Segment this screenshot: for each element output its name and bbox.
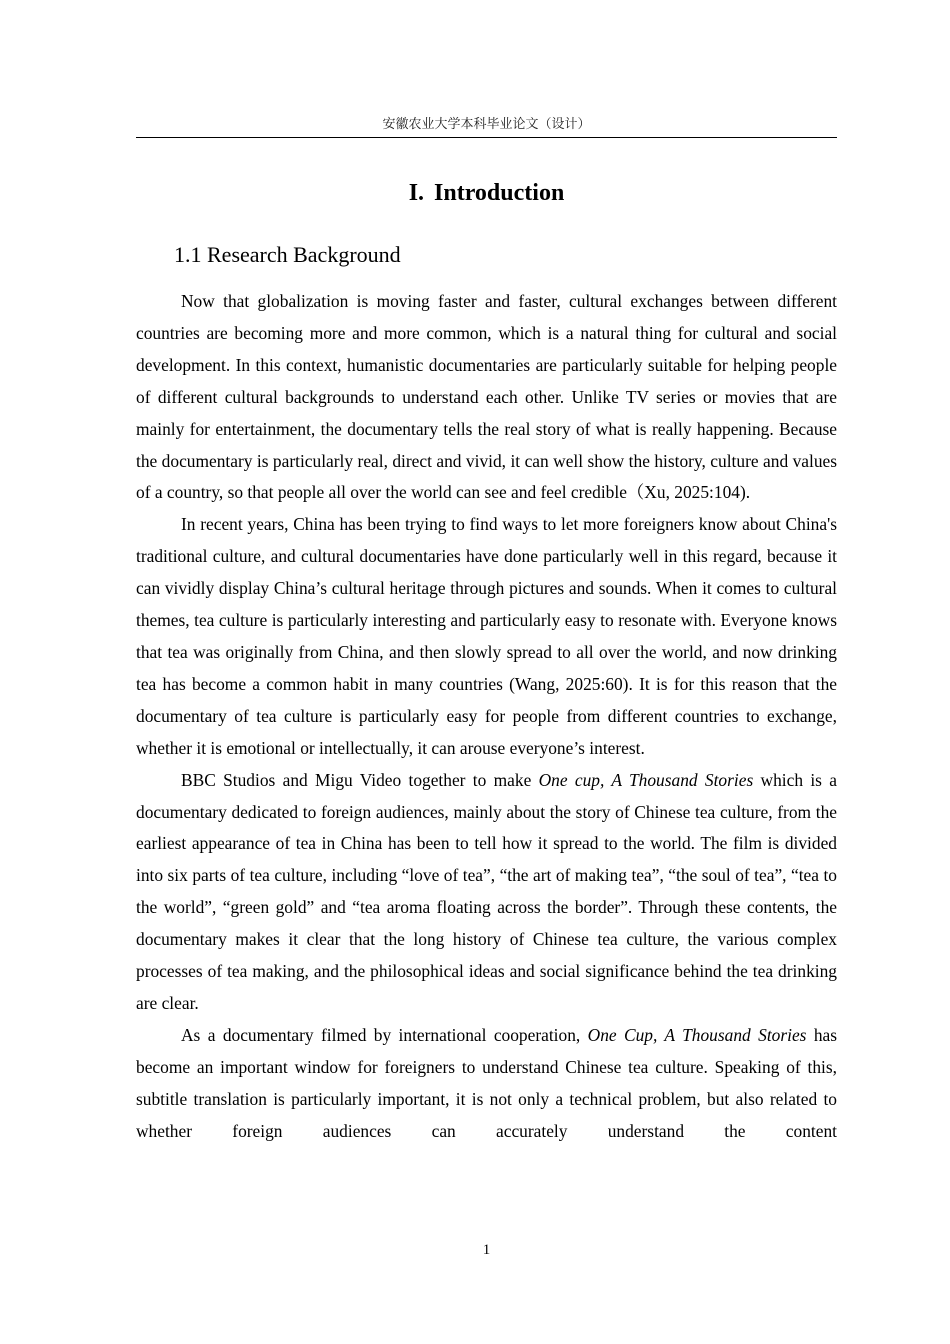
chapter-number: I. [408,180,425,206]
paragraph [136,1020,837,1148]
paragraph [136,509,837,764]
paragraph-text: As a documentary filmed by international cooperation, [181,1024,588,1045]
section-title: 1.1 Research Background [174,242,401,267]
header-rule [136,137,837,138]
page-number: 1 [482,1242,491,1258]
chapter-title [136,176,837,210]
paragraph [136,765,837,1020]
documentary-title: One cup, A Thousand Stories [538,769,754,790]
paragraph-text: Now that globalization is moving faster and faster, cultural exchanges between different countries are becoming more and more common, which is a natural thing for cultural and social development. In this context, humanistic documentaries are particularly suitable for helping people of different cultural backgrounds to understand each other. Unlike TV series or movies that are mainly for entertainment, the documentary tells the real story of what is really happening. Because the documentary is particularly real, direct and vivid, it can well show the history, culture and values of a country, so that people all over the world can see and feel credible（Xu, 2025:104). [136,291,837,503]
paragraph-text: which is a documentary dedicated to foreign audiences, mainly about the story of Chinese tea culture, from the earliest appearance of tea in China has been to tell how it spread to the world. The film is divided into six parts of tea culture, including “love of tea”, “the art of making tea”, “the soul of tea”, “tea to the world”, “green gold” and “tea aroma floating across the border”. Through these contents, the documentary makes it clear that the long history of Chinese tea culture, the various complex processes of tea making, and the philosophical ideas and social significance behind the tea drinking are clear. [136,769,837,1013]
paragraph-text: In recent years, China has been trying to find ways to let more foreigners know about China's traditional culture, and cultural documentaries have done particularly well in this regard, because it can vividly display China’s cultural heritage through pictures and sounds. When it comes to cultural themes, tea culture is particularly interesting and particularly easy to resonate with. Everyone knows that tea was originally from China, and then slowly spread to all over the world, and now drinking tea has become a common habit in many countries (Wang, 2025:60). It is for this reason that the documentary of tea culture is particularly easy for people from different countries to exchange, whether it is emotional or intellectually, it can arouse everyone’s interest. [136,514,837,758]
paragraph-text: BBC Studios and Migu Video together to make [181,769,539,790]
documentary-title: One Cup, A Thousand Stories [587,1024,807,1045]
paragraph [136,286,837,509]
running-header: 安徽农业大学本科毕业论文（设计） [382,117,591,132]
body-text [136,286,837,1147]
chapter-title-text: Introduction [434,180,565,206]
paragraph-text: has become an important window for foreigners to understand Chinese tea culture. Speaking of this, subtitle translation is particularly important, it is not only a technical problem, but also related to whether foreign audiences can accurately understand the content [136,1024,838,1141]
